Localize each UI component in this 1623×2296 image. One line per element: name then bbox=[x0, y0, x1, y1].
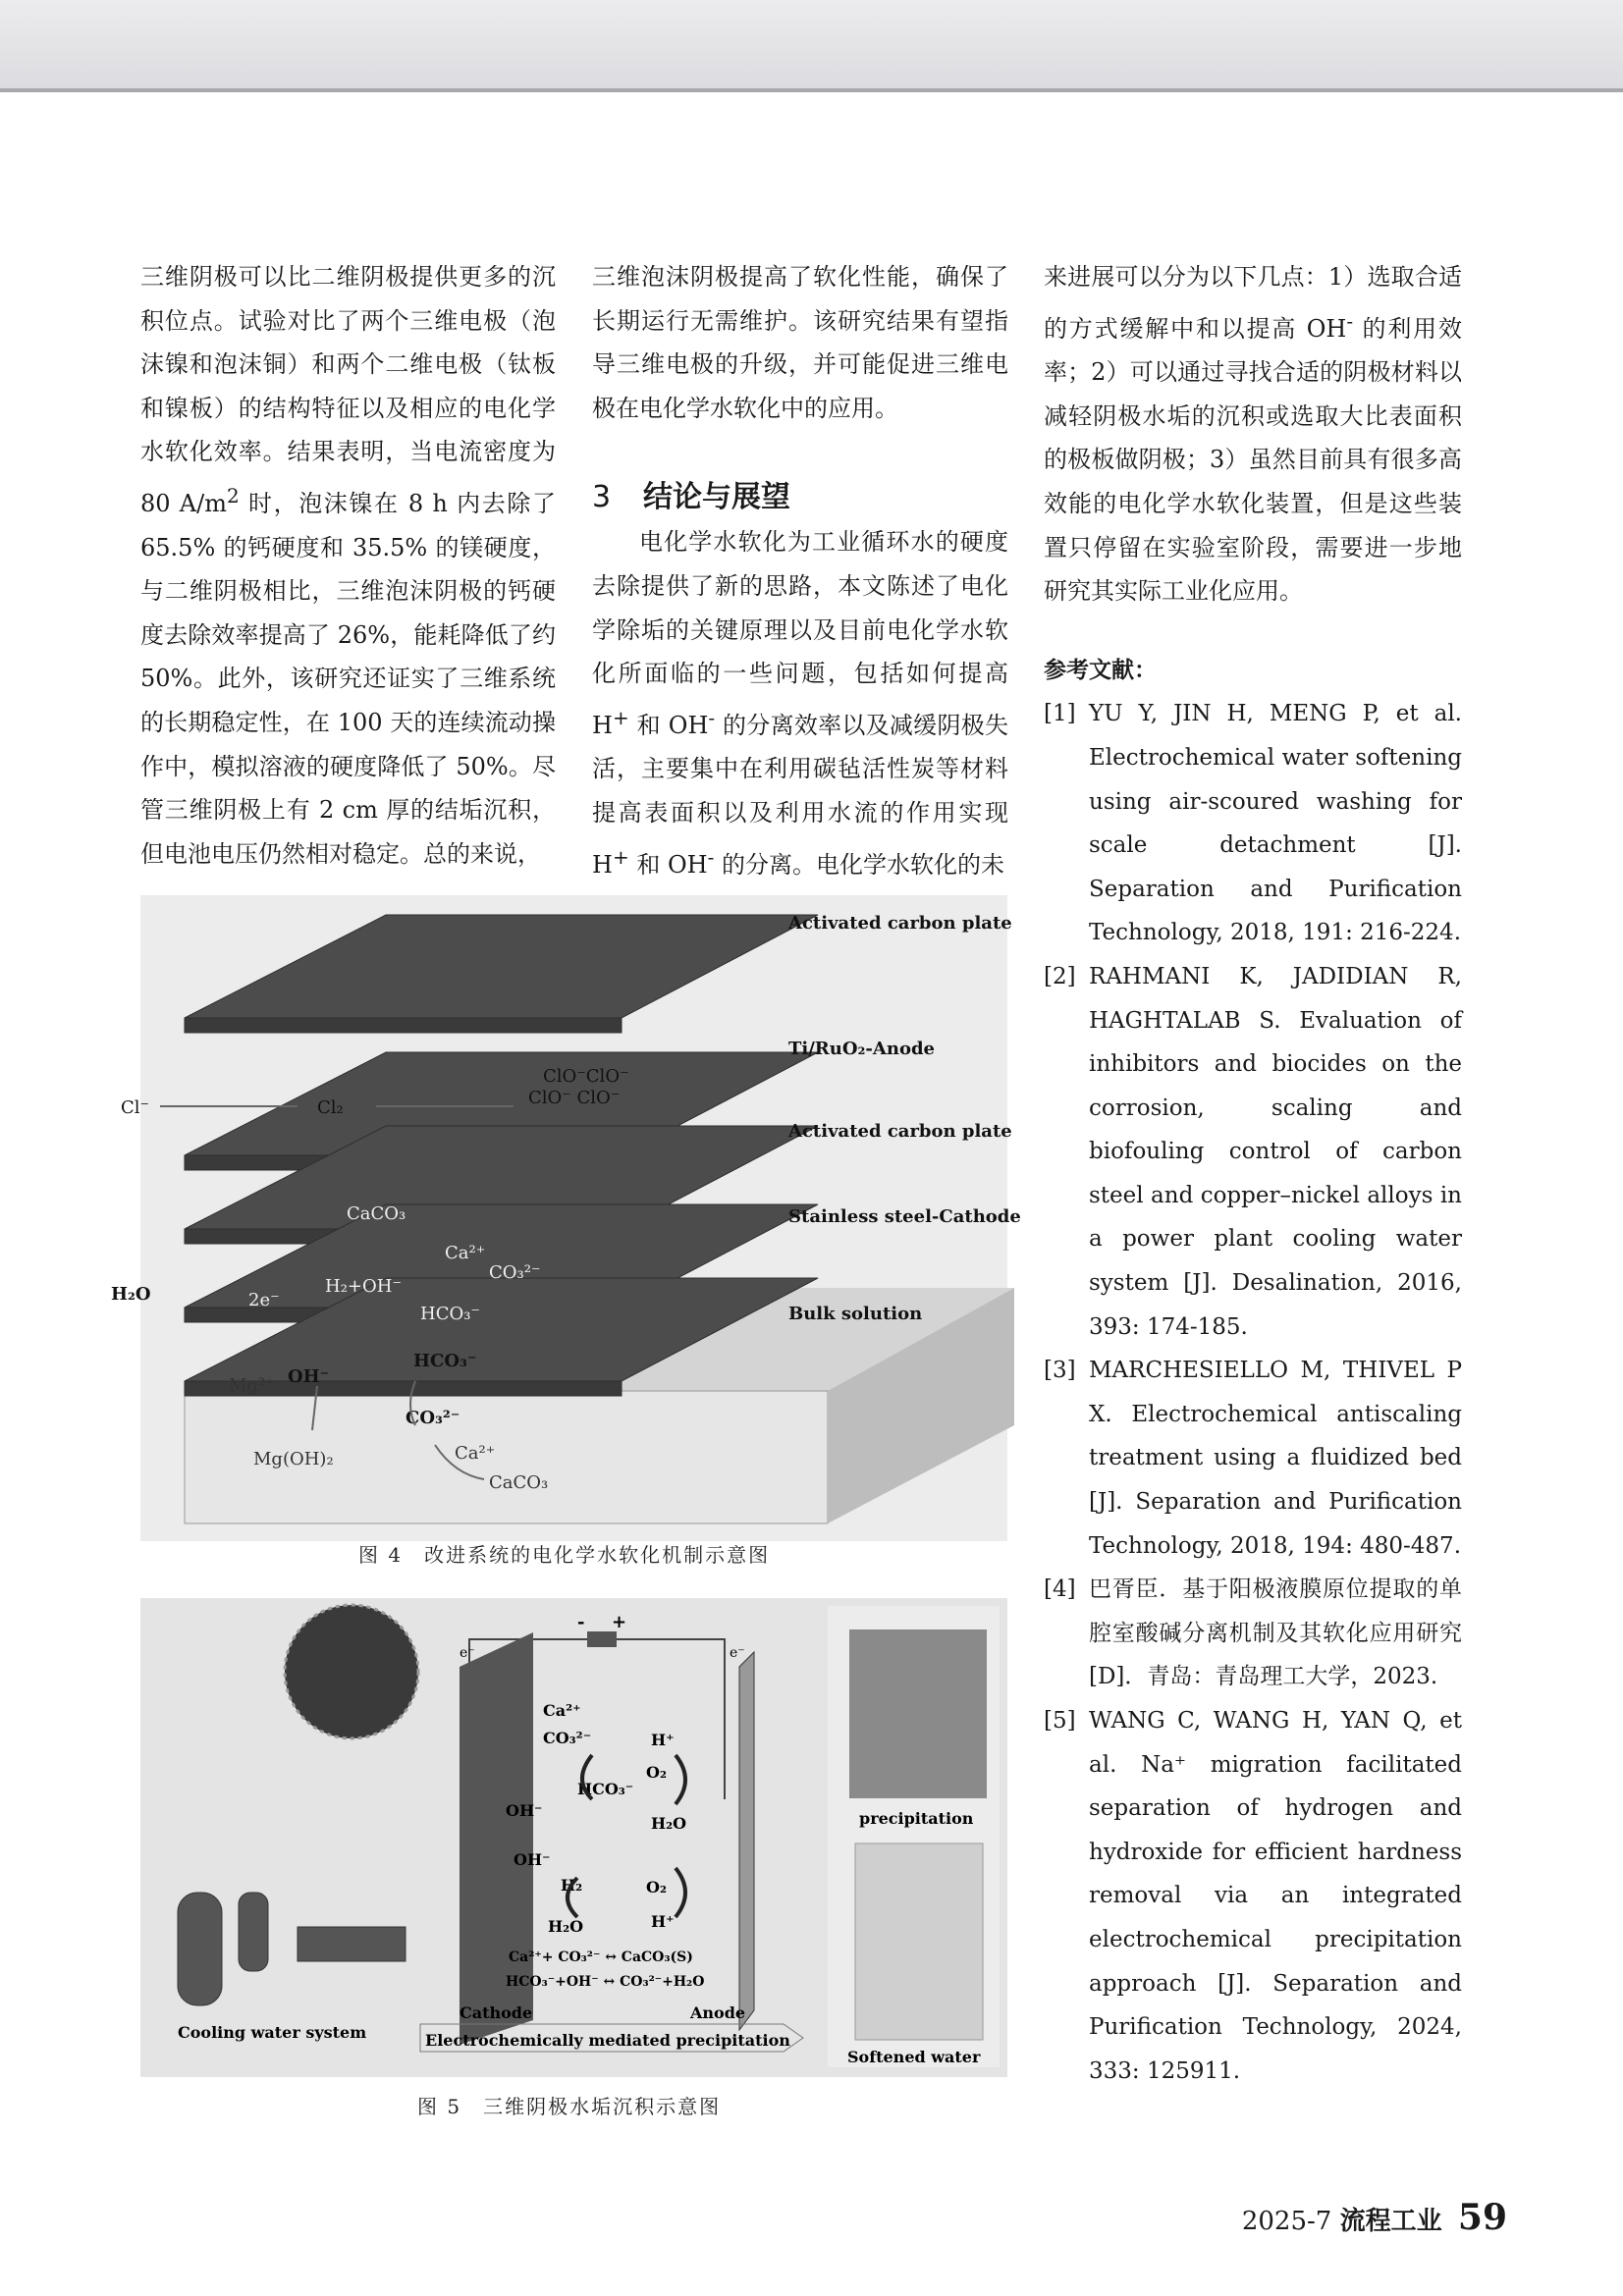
diagram-label: ClO⁻ ClO⁻ bbox=[528, 1088, 621, 1108]
body-paragraph: 来进展可以分为以下几点：1）选取合适的方式缓解中和以提高 OH- 的利用效率；2）可以通过寻找合适的阴极材料以减轻阴极水垢的沉积或选取大比表面积的极板做阴极；3）虽然目前具有很多高效能的电化学水软化装置，但是这些装置只停留在实验室阶段，需要进一步地研究其实际工业化应用。 bbox=[1044, 263, 1463, 606]
diagram-label: CaCO₃ bbox=[489, 1472, 549, 1493]
diagram-label: + bbox=[612, 1612, 627, 1632]
diagram-label: H₂O bbox=[111, 1284, 151, 1305]
body-paragraph: 三维泡沫阴极提高了软化性能，确保了长期运行无需维护。该研究结果有望指导三维电极的升级，并可能促进三维电极在电化学水软化中的应用。 bbox=[592, 263, 1008, 422]
diagram-label: precipitation bbox=[859, 1809, 974, 1828]
reference-item: [3] MARCHESIELLO M, THIVEL P X. Electrochemical antiscaling treatment using a fluidized bed [J]. Separation and Purification Technology, 2018, 194: 480-487. bbox=[1044, 1358, 1462, 1559]
diagram-label: Mg(OH)₂ bbox=[253, 1449, 334, 1469]
layer-label: Activated carbon plate bbox=[788, 913, 1012, 934]
diagram-label: e⁻ bbox=[730, 1645, 745, 1661]
diagram-label: Ca²⁺ bbox=[445, 1243, 486, 1263]
reference-item: [1] YU Y, JIN H, MENG P, et al. Electrochemical water softening using air-scoured washing for scale detachment [J]. Separation and Purification Technology, 2018, 191: 216-224. bbox=[1044, 701, 1462, 946]
diagram-label: CO₃²⁻ bbox=[543, 1729, 592, 1747]
figure-5-caption: 图 5 三维阴极水垢沉积示意图 bbox=[417, 2095, 722, 2118]
diagram-label: Ca²⁺ bbox=[543, 1701, 581, 1720]
body-paragraph: 三维阴极可以比二维阴极提供更多的沉积位点。试验对比了两个三维电极（泡沫镍和泡沫铜）和两个二维电极（钛板和镍板）的结构特征以及相应的电化学水软化效率。结果表明，当电流密度为 80 $A/m^2$ 时，泡沫镍在 8 h 内去除了 65.5% 的钙硬度和 35.5% 的镁硬度，与二维阴极相比，三维泡沫阴极的钙硬度去除效率提高了 26%，能耗降低了约 50%。此外，该研究还证实了三维系统的长期稳定性，在 100 天的连续流动操作中，模拟溶液的硬度降低了 50%。尽管三维阴极上有 2 cm 厚的结垢沉积，但电池电压仍然相对稳定。总的来说， bbox=[140, 263, 556, 868]
diagram-label: H⁺ bbox=[651, 1731, 675, 1749]
diagram-label: OH⁻ bbox=[514, 1850, 551, 1869]
diagram-label: O₂ bbox=[646, 1878, 667, 1896]
references-title: 参考文献： bbox=[1044, 657, 1157, 683]
layer-label: Activated carbon plate bbox=[788, 1121, 1012, 1142]
diagram-label: HCO₃⁻ bbox=[577, 1780, 634, 1798]
diagram-label: ClO⁻ClO⁻ bbox=[543, 1066, 629, 1087]
diagram-label: Anode bbox=[690, 2003, 746, 2022]
diagram-label: CO₃²⁻ bbox=[489, 1262, 541, 1283]
reference-item: [2] RAHMANI K, JADIDIAN R, HAGHTALAB S. Evaluation of inhibitors and biocides on the corrosion, scaling and biofouling control of carbon steel and copper–nickel alloys in a power plant cooling water system [J]. Desalination, 2016, 393: 174-185. bbox=[1044, 963, 1462, 1340]
diagram-label: H⁺ bbox=[651, 1912, 675, 1931]
layer-label: Ti/RuO₂-Anode bbox=[788, 1039, 935, 1059]
page-number: 59 bbox=[1457, 2197, 1507, 2238]
layer-label: Stainless steel-Cathode bbox=[788, 1206, 1021, 1227]
diagram-label: O₂ bbox=[646, 1763, 667, 1782]
diagram-label: Ca²⁺ bbox=[455, 1443, 496, 1464]
diagram-label: Softened water bbox=[847, 2048, 981, 2066]
diagram-label: OH⁻ bbox=[288, 1366, 330, 1387]
figure-4-caption: 图 4 改进系统的电化学水软化机制示意图 bbox=[358, 1543, 771, 1567]
diagram-label: H₂ bbox=[561, 1876, 583, 1895]
diagram-label: H₂+OH⁻ bbox=[325, 1276, 402, 1297]
body-paragraph: 电化学水软化为工业循环水的硬度去除提供了新的思路，本文陈述了电化学除垢的关键原理以及目前电化学水软化所面临的一些问题，包括如何提高 H+ 和 OH- 的分离效率以及减缓阴极失活，主要集中在利用碳毡活性炭等材料提高表面积以及利用水流的作用实现 H+ 和 OH- 的分离。电化学水软化的未 bbox=[592, 528, 1008, 879]
diagram-label: Cathode bbox=[460, 2003, 533, 2022]
layer-label: Bulk solution bbox=[788, 1304, 923, 1324]
diagram-label: H₂O bbox=[548, 1917, 584, 1936]
diagram-label: Cl⁻ bbox=[121, 1097, 150, 1118]
column-2 bbox=[592, 255, 1008, 886]
page-footer bbox=[1242, 2197, 1507, 2238]
diagram-label: - bbox=[577, 1612, 585, 1632]
page-header-band bbox=[0, 0, 1623, 92]
diagram-label: HCO₃⁻ bbox=[420, 1304, 480, 1324]
reference-list bbox=[1044, 692, 1462, 2093]
diagram-label: e⁻ bbox=[460, 1645, 475, 1661]
issue-date: 2025-7 bbox=[1241, 2207, 1332, 2236]
column-1 bbox=[140, 255, 556, 876]
diagram-label: CaCO₃ bbox=[347, 1203, 406, 1224]
diagram-label: HCO₃⁻ bbox=[413, 1351, 477, 1371]
reference-item: [4] 巴胥臣．基于阳极液膜原位提取的单腔室酸碱分离机制及其软化应用研究 [D]．青岛：青岛理工大学，2023. bbox=[1044, 1576, 1462, 1690]
column-3 bbox=[1044, 255, 1462, 2093]
diagram-label: Cooling water system bbox=[178, 2023, 367, 2042]
reference-item: [5] WANG C, WANG H, YAN Q, et al. Na⁺ migration facilitated separation of hydrogen and hydroxide for efficient hardness removal via an integrated electrochemical precipitation approach [J]. Separation and Purification Technology, 2024, 333: 125911. bbox=[1044, 1708, 1462, 2084]
diagram-label: Mg²⁺ bbox=[229, 1375, 275, 1396]
figure-4-mechanism-diagram bbox=[111, 895, 1021, 1541]
diagram-label: CO₃²⁻ bbox=[406, 1408, 460, 1428]
diagram-label: Electrochemically mediated precipitation bbox=[425, 2031, 790, 2050]
diagram-label: HCO₃⁻+OH⁻ ↔ CO₃²⁻+H₂O bbox=[506, 1974, 705, 1990]
diagram-label: Ca²⁺+ CO₃²⁻ ↔ CaCO₃(S) bbox=[509, 1949, 693, 1965]
figure-5-cathode-scaling-diagram bbox=[140, 1598, 1007, 2077]
diagram-label: H₂O bbox=[651, 1814, 687, 1833]
journal-name: 流程工业 bbox=[1339, 2207, 1442, 2236]
diagram-label: 2e⁻ bbox=[248, 1290, 280, 1310]
section-heading: 3 结论与展望 bbox=[592, 480, 790, 515]
diagram-label: OH⁻ bbox=[506, 1801, 543, 1820]
diagram-label: Cl₂ bbox=[317, 1097, 344, 1118]
